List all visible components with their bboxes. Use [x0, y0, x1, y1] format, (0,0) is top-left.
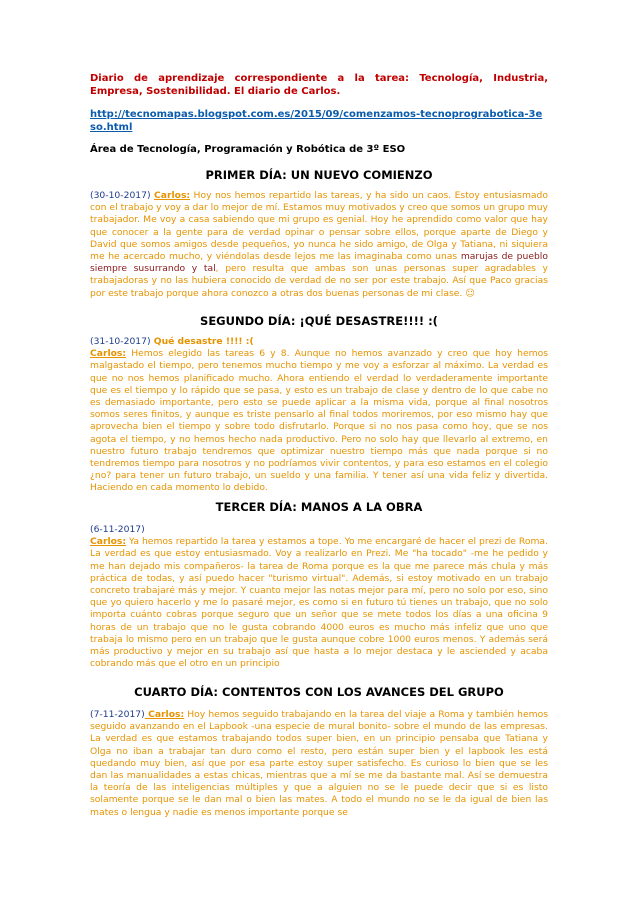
diary-entry	[90, 709, 548, 819]
subject-area: Área de Tecnología, Programación y Robótica de 3º ESO	[90, 144, 406, 155]
diary-entry	[90, 190, 548, 300]
entry-date: (30-10-2017)	[90, 190, 151, 201]
diary-entry	[90, 348, 548, 494]
entry-subtitle: Qué desastre !!!! :(	[150, 336, 254, 347]
diary-entry-header	[90, 336, 548, 348]
section-heading: TERCER DÍA: MANOS A LA OBRA	[215, 500, 423, 514]
document-page	[90, 72, 549, 818]
entry-author: Carlos:	[90, 348, 127, 360]
entry-highlight: marujas de pueblo siempre susurrando y tal	[90, 251, 548, 275]
entry-date: (7-11-2017)	[90, 709, 145, 720]
section-heading: SEGUNDO DÍA: ¡QUÉ DESASTRE!!!! :(	[200, 314, 438, 328]
section-day-2	[90, 314, 548, 495]
entry-author: Carlos:	[154, 190, 191, 201]
entry-date: (6-11-2017)	[90, 524, 145, 535]
entry-text: Ya hemos repartido la tarea y estamos a tope. Yo me encargaré de hacer el prezi de Roma. La verdad es que estoy entusiasmado. Voy a realizarlo en Prezi. Me "ha tocado" -me he pedido y me han dejado mis compañeros- la tarea de Roma porque es la que me parece más chula y más práctica de todas, y así puedo hacer "turismo virtual". Además, si estoy motivado en un trabajo concreto trabajaré más y mejor. Y cuanto mejor las notas mejor para mí, pero no solo por eso, sino que yo quiero hacerlo y me lo pasaré mejor, es como si en futuro tú tienes un trabajo, que no solo importa cuánto cobras porque seguro que un señor que se mete todos los días a una oficina 9 horas de un trabajo que no le gusta cobrando 4000 euros es mucho más infeliz que uno que trabaja lo mismo pero en un trabajo que le gusta aunque cobre 1000 euros menos. Y además será más productivo y mejor en su trabajo así que hasta a lo mejor destaca y le asciended y acaba cobrando más que el otro en un principio	[90, 536, 548, 670]
blog-link[interactable]: http://tecnomapas.blogspot.com.es/2015/09/comenzamos-tecnoprograbotica-3eso.html	[90, 109, 543, 133]
entry-text: Hemos elegido las tareas 6 y 8. Aunque no hemos avanzado y creo que hoy hemos malgastado el tiempo, pero tenemos mucho tiempo y me voy a esforzar al máximo. La verdad es que no nos hemos planificado mucho. Ahora entiendo el verdad lo verdaderamente importante que es el tiempo y lo rápido que se pasa, y esto es un trabajo de clase y dentro de lo que cabe no es demasiado importante, pero esto se puede aplicar a la misma vida, porque al final nosotros somos seres finitos, y aunque es triste pensarlo al final todos moriremos, por eso mismo hay que aprovecha bien el tiempo y sobre todo disfrutarlo. Porque si no nos pasa como hoy, que se nos agota el tiempo, y no hemos hecho nada productivo. Pero no solo hay que llevarlo al extremo, en nuestro futuro trabajo tendremos que optimizar nuestro tiempo más que nada porque si no tendremos tiempo para nosotros y no podríamos vivir contentos, y para eso estamos en el colegio ¿no? para tener un futuro trabajo, un sueldo y una familia. Y tener así una vida feliz y divertida. Haciendo en cada momento lo debido.	[90, 348, 548, 494]
entry-date: (31-10-2017)	[90, 336, 151, 347]
section-day-1	[90, 168, 548, 300]
entry-author: Carlos:	[90, 536, 127, 548]
document-title: Diario de aprendizaje correspondiente a la tarea: Tecnología, Industria, Empresa, Sostenibilidad. El diario de Carlos.	[90, 73, 548, 97]
section-day-3	[90, 500, 548, 670]
section-heading: CUARTO DÍA: CONTENTOS CON LOS AVANCES DEL GRUPO	[134, 685, 504, 699]
section-day-4	[90, 685, 548, 819]
entry-text: Hoy nos hemos repartido las tareas, y ha sido un caos. Estoy entusiasmado con el trabajo y voy a dar lo mejor de mí. Estamos muy motivados y creo que somos un grupo muy trabajador. Me voy a casa sabiendo que mi grupo es genial. Hoy he aprendido como valor que hay que conocer a la gente para de verdad opinar o pensar sobre ellos, porque aparte de Diego y David que somos amigos desde pequeños, yo nunca he sido amigo, de Olga y Tatiana, ni siquiera me he acercado mucho, y viéndolas desde lejos me las imaginaba como unas	[90, 190, 549, 263]
entry-author: Carlos:	[144, 709, 185, 720]
diary-entry	[90, 536, 548, 670]
section-heading: PRIMER DÍA: UN NUEVO COMIENZO	[205, 168, 433, 182]
entry-text-cont: , pero resulta que ambas son unas personas super agradables y trabajadoras y no las hubiera conocido de verdad de no ser por este trabajo. Así que Paco gracias por este trabajo porque ahora conozco a otras dos buenas personas de mi clase.	[90, 263, 548, 299]
smiley-icon: ☺	[465, 287, 475, 299]
entry-text: Hoy hemos seguido trabajando en la tarea del viaje a Roma y también hemos seguido avanzando en el Lapbook -una especie de mural bonito- sobre el mundo de las empresas. La verdad es que estamos trabajando todos super bien, en un principio pensaba que Tatiana y Olga no iban a trabajar tan duro como el resto, pero están super bien y el lapbook les está quedando muy bien, así que por esa parte estoy super satisfecho. Es curioso lo bien que se les dan las manualidades a estas chicas, mientras que a mí se me da bastante mal. Así se demuestra la teoría de las inteligencias múltiples y que a alguien no se le puede decir que si es listo solamente porque se le dan mal o bien las mates. A todo el mundo no se le da igual de bien las mates o lengua y nadie es menos importante porque se	[90, 709, 548, 818]
diary-entry-header	[90, 524, 548, 536]
